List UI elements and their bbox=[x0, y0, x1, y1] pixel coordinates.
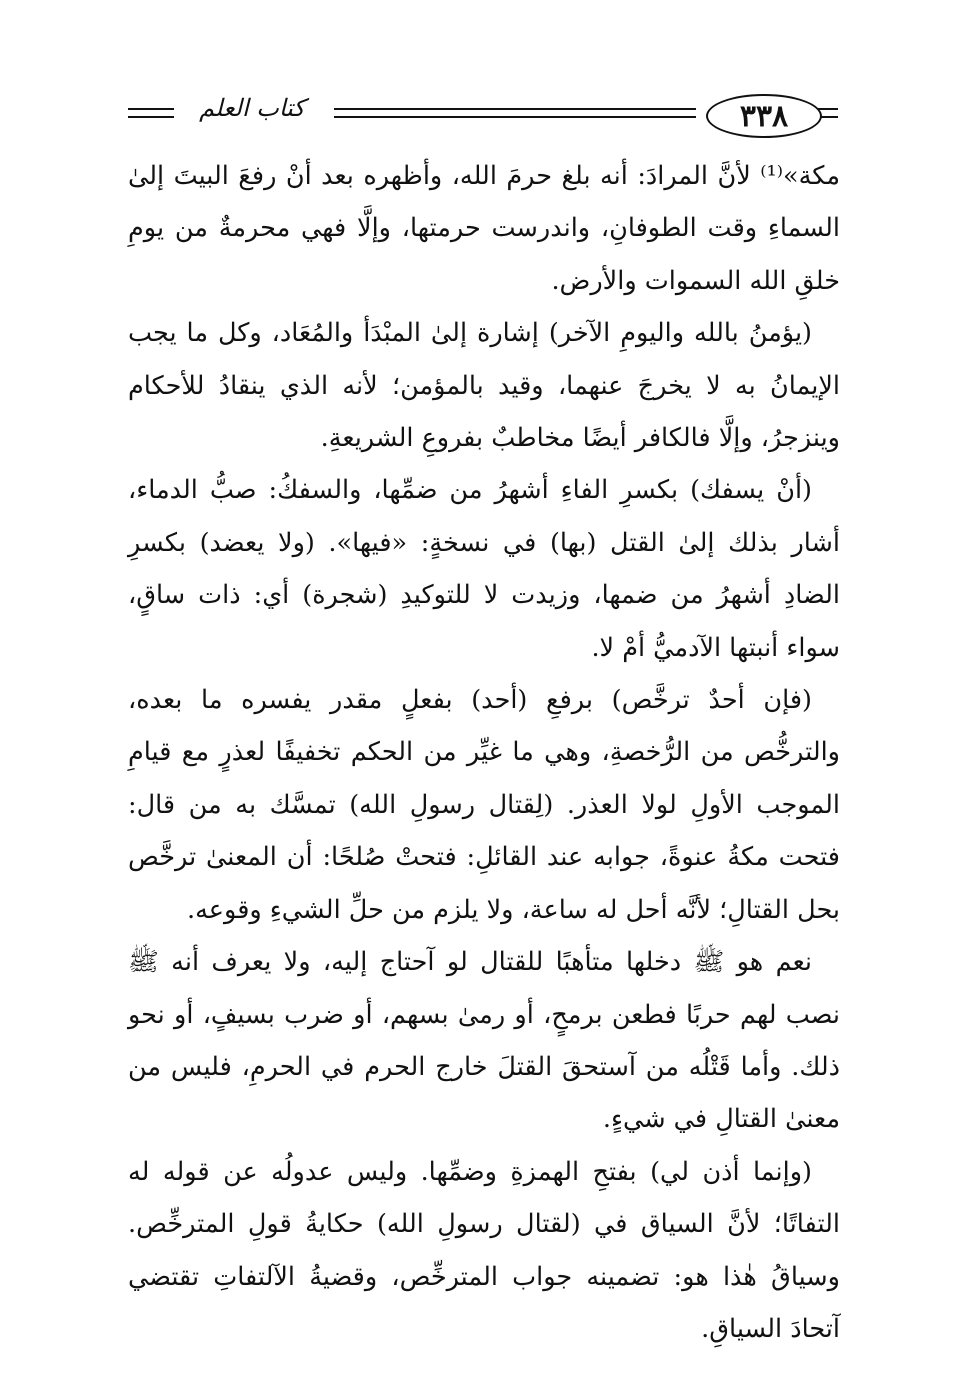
header-rule-left bbox=[128, 108, 174, 110]
paragraph-1: مكة»⁽¹⁾ لأنَّ المرادَ: أنه بلغ حرمَ الله، وأظهره بعد أنْ رفعَ البيتَ إلىٰ السماءِ وقت الطوفانِ، واندرست حرمتها، وإلَّا فهي محرمةٌ من يومِ خلقِ الله السموات والأرض. bbox=[128, 161, 840, 296]
page-header bbox=[120, 88, 840, 148]
book-title: كتاب العلم bbox=[199, 94, 305, 122]
paragraph-5: نعم هو ﷺ دخلها متأهبًا للقتال لو آحتاج إليه، ولا يعرف أنه ﷺ نصب لهم حربًا فطعن برمحٍ، أو رمىٰ بسهم، أو ضرب بسيفٍ، أو نحو ذلك. وأما قَتْلُه من آستحقَ القتلَ خارج الحرم في الحرمِ، فليس من معنىٰ القتالِ في شيءٍ. bbox=[128, 947, 840, 1135]
paragraph-3: (أنْ يسفك) بكسرِ الفاءِ أشهرُ من ضمِّها، والسفكُ: صبُّ الدماء، أشار بذلك إلىٰ القتل (بها) في نسخةٍ: «فيها». (ولا يعضد) بكسرِ الضادِ أشهرُ من ضمها، وزيدت لا للتوكيدِ (شجرة) أي: ذات ساقٍ، سواء أنبتها الآدميُّ أمْ لا. bbox=[128, 475, 840, 663]
page-number: ٣٣٨ bbox=[706, 94, 822, 138]
header-rule-left-lower bbox=[128, 116, 174, 118]
header-rule-middle bbox=[334, 108, 696, 110]
paragraph-2: (يؤمنُ بالله واليومِ الآخر) إشارة إلىٰ المبْدَأ والمُعَاد، وكل ما يجب الإيمانُ به لا يخرجَ عنهما، وقيد بالمؤمن؛ لأنه الذي ينقادُ للأحكام وينزجرُ، وإلَّا فالكافر أيضًا مخاطبٌ بفروعِ الشريعةِ. bbox=[128, 318, 840, 454]
paragraph-4: (فإن أحدٌ ترخَّص) برفعِ (أحد) بفعلٍ مقدر يفسره ما بعده، والترخُّص من الرُّخصةِ، وهي ما غيِّر من الحكم تخفيفًا لعذرٍ مع قيامِ الموجب الأولِ لولا العذر. (لِقتال رسولِ الله) تمسَّك به من قال: فتحت مكةُ عنوةً، جوابه عند القائلِ: فتحتْ صُلحًا: أن المعنىٰ ترخَّص بحل القتالِ؛ لأنَّه أحل له ساعة، ولا يلزم من حلِّ الشيءِ وقوعه. bbox=[128, 685, 840, 925]
header-rule-middle-lower bbox=[334, 116, 696, 118]
paragraph-6: (وإنما أذن لي) بفتحِ الهمزةِ وضمِّها. وليس عدولُه عن قوله له التفاتًا؛ لأنَّ السياق في (لقتال رسولِ الله) حكايةُ قولِ المترخِّص. وسياقُ هٰذا هو: تضمينه جواب المترخِّص، وقضيةُ الآلتفاتِ تقتضي آتحادَ السياقِ. bbox=[128, 1156, 840, 1344]
page-body bbox=[128, 150, 840, 1355]
